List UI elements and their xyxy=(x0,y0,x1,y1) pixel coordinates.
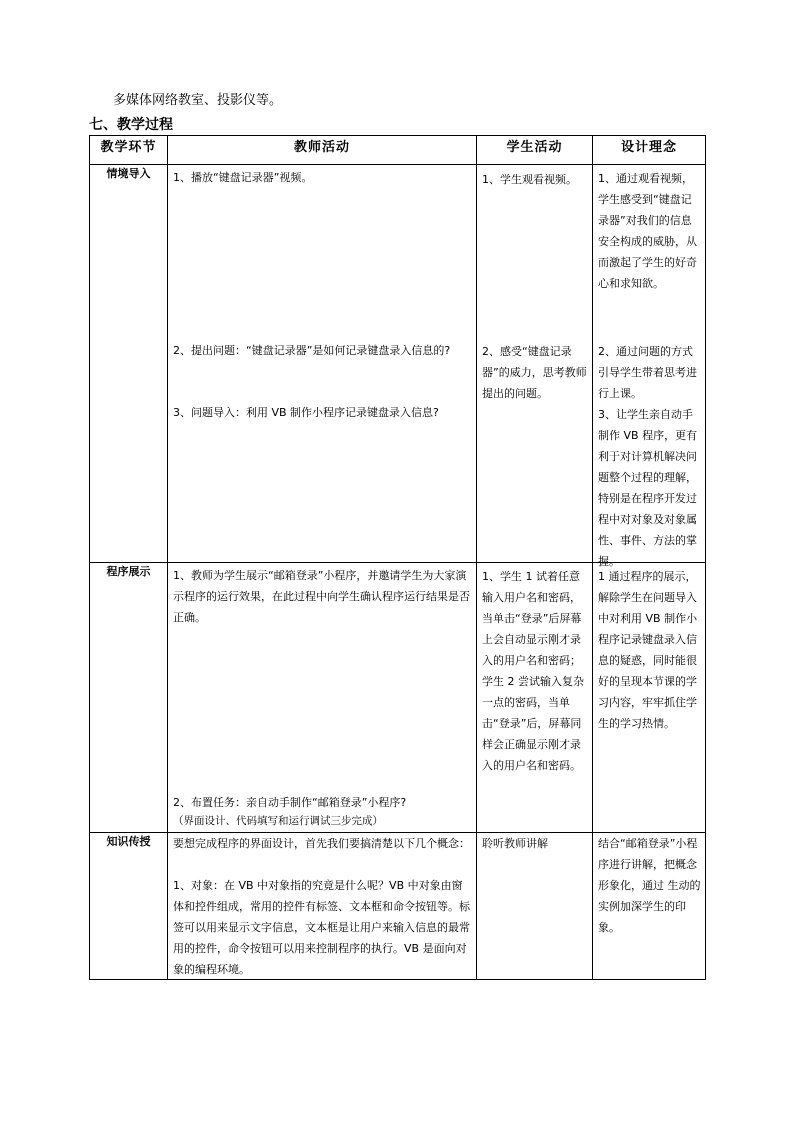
table-header-row xyxy=(90,136,706,165)
student-item: 1、学生观看视频。 xyxy=(482,173,577,186)
table-row xyxy=(90,833,706,980)
teacher-activity-cell xyxy=(168,165,477,563)
design-item: 结合“邮箱登录”小程序进行讲解，把概念形象化，通过 生动的实例加深学生的印象。 xyxy=(598,837,701,934)
student-item: 聆听教师讲解 xyxy=(482,837,548,850)
intro-line: 多媒体网络教室、投影仪等。 xyxy=(113,93,283,108)
student-item: 1、学生 1 试着任意输入用户名和密码，当单击“登录”后屏幕上会自动显示刚才录入的用户名和密码；学生 2 尝试输入复杂一点的密码，当单击“登录”后，屏幕同样会正确显示刚才录入的用户名和密码。 xyxy=(482,570,584,772)
teacher-item: 要想完成程序的界面设计，首先我们要搞清楚以下几个概念： xyxy=(173,837,470,850)
design-item: 2、通过问题的方式引导学生带着思考进行上课。 xyxy=(598,345,697,400)
student-activity-cell xyxy=(477,563,593,833)
student-activity-cell xyxy=(477,165,593,563)
design-concept-cell xyxy=(593,833,706,980)
teacher-item: 2、提出问题：“键盘记录器”是如何记录键盘录入信息的? xyxy=(173,344,451,357)
teacher-activity-cell xyxy=(168,833,477,980)
stage-cell: 知识传授 xyxy=(90,833,168,980)
section-heading: 七、教学过程 xyxy=(89,117,173,133)
design-concept-cell xyxy=(593,165,706,568)
design-concept-cell xyxy=(593,563,706,833)
header-design-concept: 设计理念 xyxy=(593,136,706,165)
teacher-activity-cell xyxy=(168,563,477,833)
teacher-item: 3、问题导入：利用 VB 制作小程序记录键盘录入信息? xyxy=(173,406,439,419)
header-student-activity: 学生活动 xyxy=(477,136,593,165)
table-row xyxy=(90,165,706,563)
teacher-item: 1、教师为学生展示“邮箱登录”小程序，并邀请学生为大家演示程序的运行效果，在此过程中向学生确认程序运行结果是否正确。 xyxy=(173,569,470,624)
teacher-item: 2、布置任务：亲自动手制作“邮箱登录”小程序? xyxy=(173,796,407,809)
teacher-item: 1、播放“键盘记录器”视频。 xyxy=(173,171,313,184)
stage-cell: 情境导入 xyxy=(90,165,168,563)
student-activity-cell xyxy=(477,833,593,980)
teaching-process-table xyxy=(89,135,706,980)
header-teacher-activity: 教师活动 xyxy=(168,136,477,165)
design-item: 1 通过程序的展示，解除学生在问题导入中对利用 VB 制作小程序记录键盘录入信息的疑惑，同时能很好的呈现本节课的学习内容，牢牢抓住学生的学习热情。 xyxy=(598,570,698,730)
header-stage: 教学环节 xyxy=(90,136,168,165)
teacher-item: 1、对象：在 VB 中对象指的究竟是什么呢？VB 中对象由窗体和控件组成，常用的控件有标签、文本框和命令按钮等。标签可以用来显示文字信息，文本框是让用户来输入信息的最常用的控件，命令按钮可以用来控制程序的执行。VB 是面向对象的编程环境。 xyxy=(173,879,470,976)
table-row xyxy=(90,563,706,833)
design-item: 1、通过观看视频，学生感受到“键盘记录器”对我们的信息安全构成的威胁，从而激起了学生的好奇心和求知欲。 xyxy=(598,172,697,290)
design-item: 3、让学生亲自动手制作 VB 程序，更有利于对计算机解决问题整个过程的理解，特别是在程序开发过程中对对象及对象属性、事件、方法的掌握。 xyxy=(598,408,698,568)
student-item: 2、感受“键盘记录器”的威力，思考教师提出的问题。 xyxy=(482,345,587,400)
stage-cell: 程序展示 xyxy=(90,563,168,833)
teacher-note: （界面设计、代码填写和运行调试三步完成） xyxy=(173,815,383,827)
